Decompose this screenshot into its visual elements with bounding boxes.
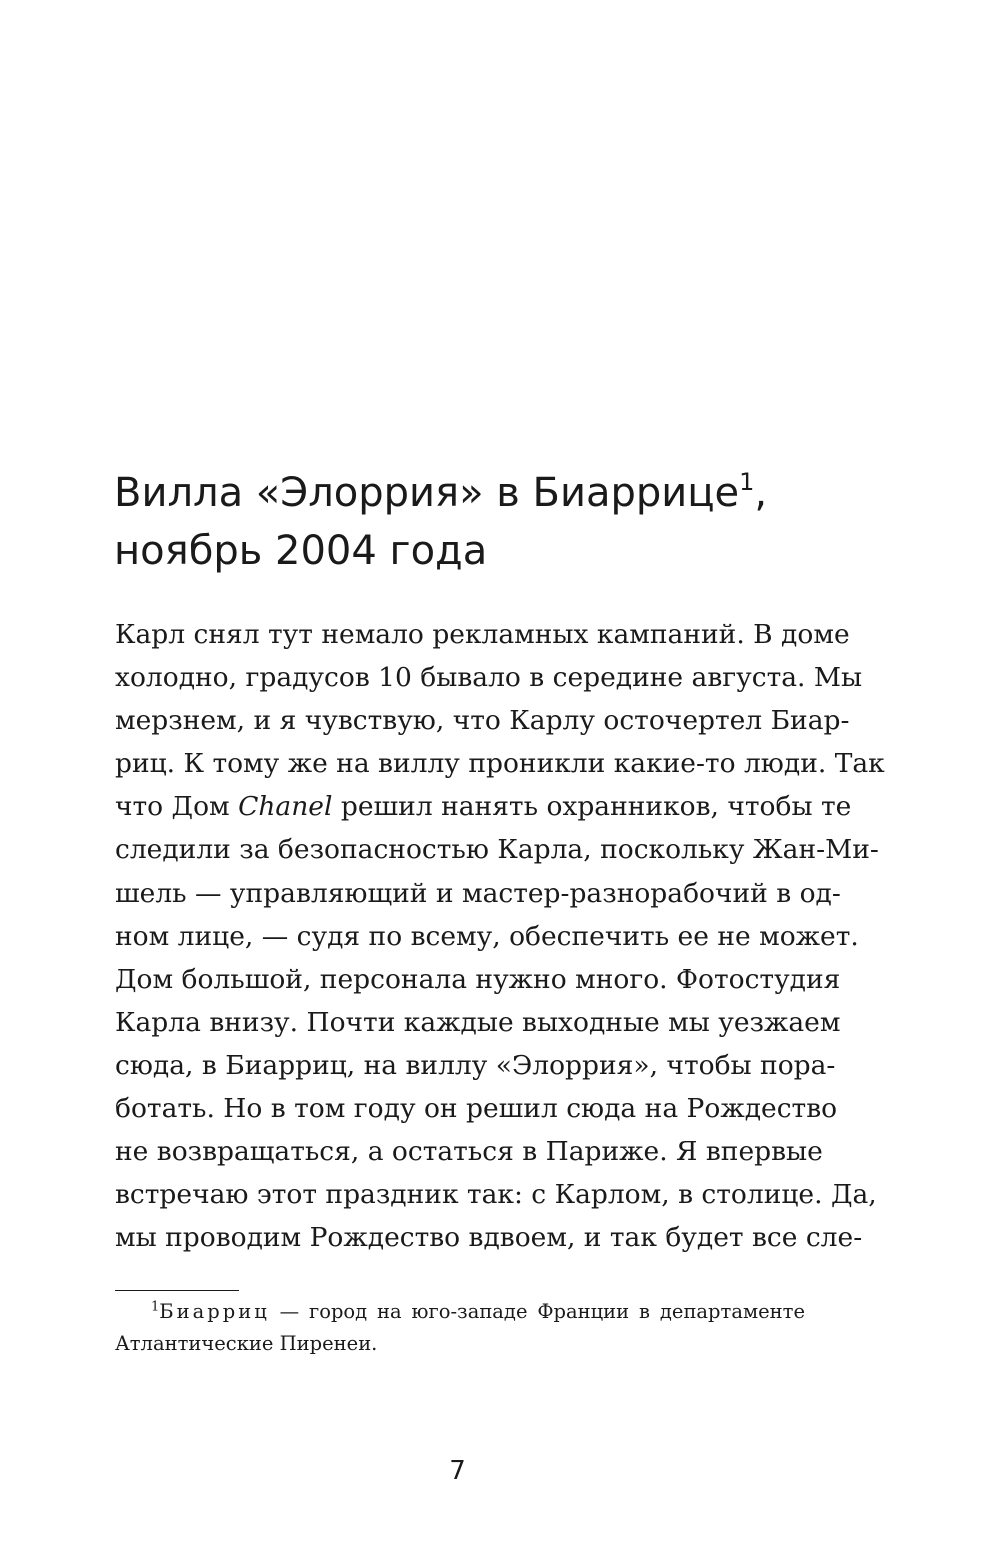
page-number: 7 (449, 1456, 466, 1486)
heading-footnote-marker[interactable]: 1 (739, 467, 755, 496)
body-paragraph (115, 613, 885, 1259)
footnote (115, 1296, 805, 1360)
footnote-line-1-rest: — город на юго-западе Франции в департаменте (269, 1300, 805, 1323)
body-line-11: сюда, в Биарриц, на виллу «Элоррия», чтобы пора- (115, 1049, 836, 1081)
footnote-line-2: Атлантические Пиренеи. (115, 1332, 378, 1355)
body-line-2: холодно, градусов 10 бывало в середине августа. Мы (115, 662, 863, 694)
body-line-1: Карл снял тут немало рекламных кампаний. В доме (115, 619, 850, 650)
footnote-marker: 1 (151, 1299, 160, 1315)
chapter-heading (114, 464, 914, 580)
body-line-6: следили за безопасностью Карла, поскольку Жан-Ми- (115, 834, 879, 866)
body-line-3: мерзнем, и я чувствую, что Карлу осточертел Биар- (115, 705, 850, 737)
body-line-4: риц. К тому же на виллу проникли какие-то люди. Так (115, 748, 885, 780)
body-line-5-pre: что Дом (115, 791, 239, 823)
brand-name-italic: Chanel (238, 791, 333, 823)
footnote-line-1 (115, 1296, 805, 1328)
body-line-8: ном лице, — судя по всему, обеспечить ее не может. (115, 920, 859, 952)
body-line-10: Карла внизу. Почти каждые выходные мы уезжаем (115, 1006, 841, 1038)
body-line-15: мы проводим Рождество вдвоем, и так будет все сле- (115, 1222, 863, 1254)
body-line-9: Дом большой, персонала нужно много. Фотостудия (115, 963, 841, 995)
heading-line-1-text: Вилла «Элоррия» в Биаррице (114, 470, 740, 516)
heading-line-2: ноябрь 2004 года (114, 528, 488, 574)
footnote-term: Биарриц (159, 1300, 270, 1323)
body-line-5 (115, 785, 852, 828)
body-line-12: ботать. Но в том году он решил сюда на Рождество (115, 1093, 838, 1125)
footnote-divider (115, 1290, 239, 1291)
heading-line-1-suffix: , (754, 470, 768, 516)
body-line-7: шель — управляющий и мастер-разнорабочий в од- (115, 877, 841, 909)
heading-line-1 (114, 464, 914, 522)
body-line-14: встречаю этот праздник так: с Карлом, в столице. Да, (115, 1179, 877, 1211)
body-line-13: не возвращаться, а остаться в Париже. Я впервые (115, 1136, 823, 1168)
body-line-5-post: решил нанять охранников, чтобы те (332, 791, 852, 823)
